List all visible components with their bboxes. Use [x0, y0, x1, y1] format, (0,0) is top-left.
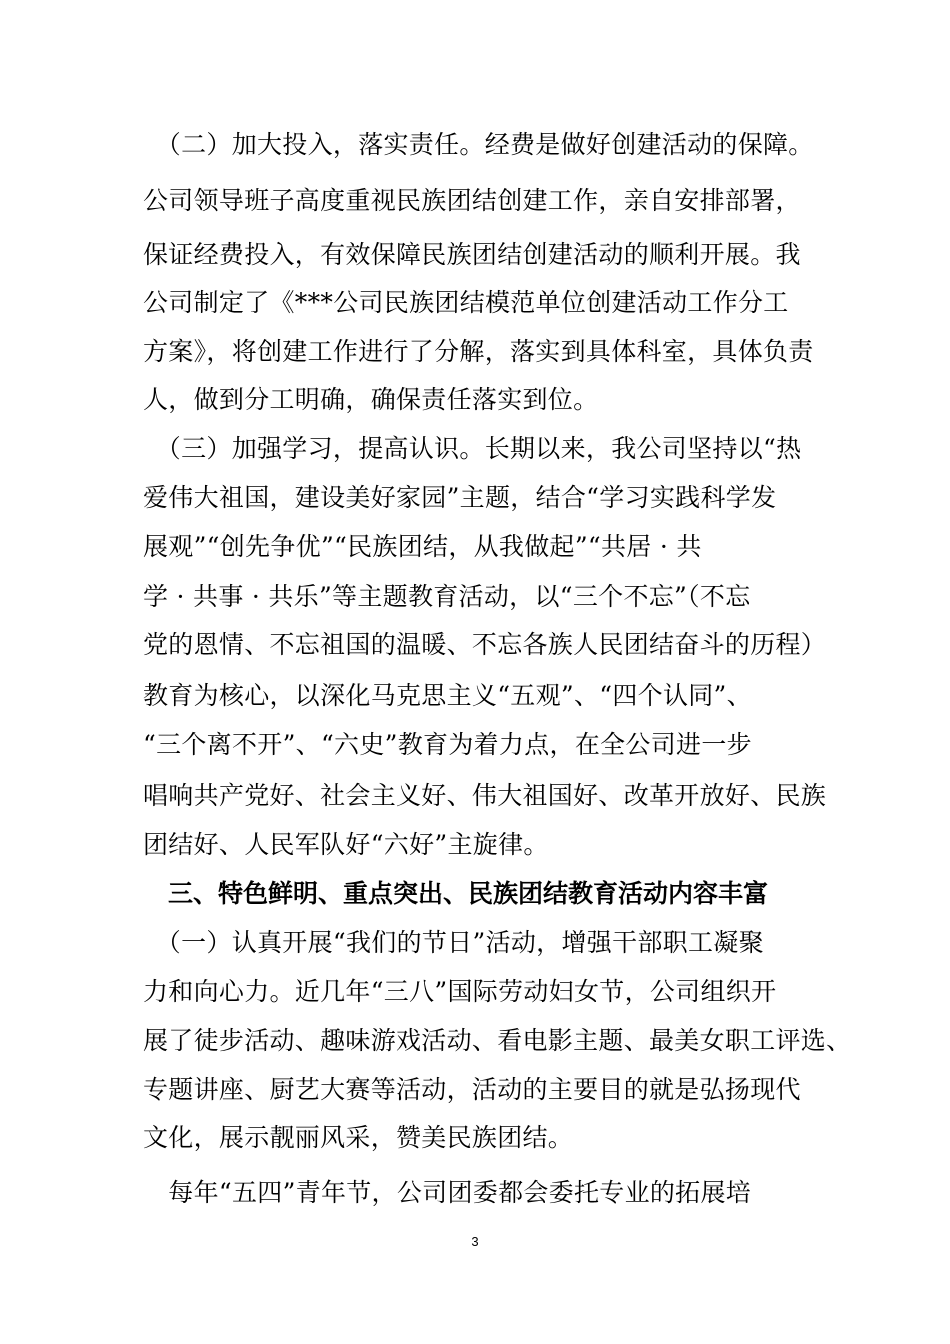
- text-line: “三个离不开”、“六史”教育为着力点，在全公司进一步: [143, 730, 752, 759]
- text-line: 每年“五四”青年节，公司团委都会委托专业的拓展培: [143, 1178, 752, 1207]
- text-line: （二）加大投入，落实责任。经费是做好创建活动的保障。: [143, 130, 814, 159]
- text-line: 展观”“创先争优”“民族团结，从我做起”“共居 · 共: [143, 532, 702, 561]
- text-line: （三）加强学习，提高认识。长期以来，我公司坚持以“热: [143, 434, 802, 463]
- section-heading: 三、特色鲜明、重点突出、民族团结教育活动内容丰富: [143, 879, 769, 908]
- text-line: 文化，展示靓丽风采，赞美民族团结。: [143, 1123, 574, 1152]
- text-line: 学 · 共事 · 共乐”等主题教育活动，以“三个不忘”（不忘: [143, 582, 751, 611]
- page-number: 3: [471, 1234, 479, 1249]
- text-line: 力和向心力。近几年“三八”国际劳动妇女节，公司组织开: [143, 977, 777, 1006]
- text-line: 爱伟大祖国，建设美好家园”主题，结合“学习实践科学发: [143, 483, 777, 512]
- text-line: 教育为核心，以深化马克思主义“五观”、“四个认同”、: [143, 681, 752, 710]
- text-line: 展了徒步活动、趣味游戏活动、看电影主题、最美女职工评选、: [143, 1026, 852, 1055]
- text-line: 保证经费投入，有效保障民族团结创建活动的顺利开展。我: [143, 240, 801, 269]
- text-line: 专题讲座、厨艺大赛等活动，活动的主要目的就是弘扬现代: [143, 1075, 801, 1104]
- text-line: 唱响共产党好、社会主义好、伟大祖国好、改革开放好、民族: [143, 781, 827, 810]
- text-line: 公司领导班子高度重视民族团结创建工作，亲自安排部署，: [143, 186, 801, 215]
- text-line: 人，做到分工明确，确保责任落实到位。: [143, 385, 599, 414]
- text-line: 公司制定了《***公司民族团结模范单位创建活动工作分工: [143, 288, 789, 317]
- text-line: （一）认真开展“我们的节日”活动，增强干部职工凝聚: [143, 928, 764, 957]
- text-line: 团结好、人民军队好“六好”主旋律。: [143, 830, 549, 859]
- text-line: 党的恩情、不忘祖国的温暖、不忘各族人民团结奋斗的历程）: [143, 630, 827, 659]
- text-line: 方案》，将创建工作进行了分解，落实到具体科室，具体负责: [143, 337, 814, 366]
